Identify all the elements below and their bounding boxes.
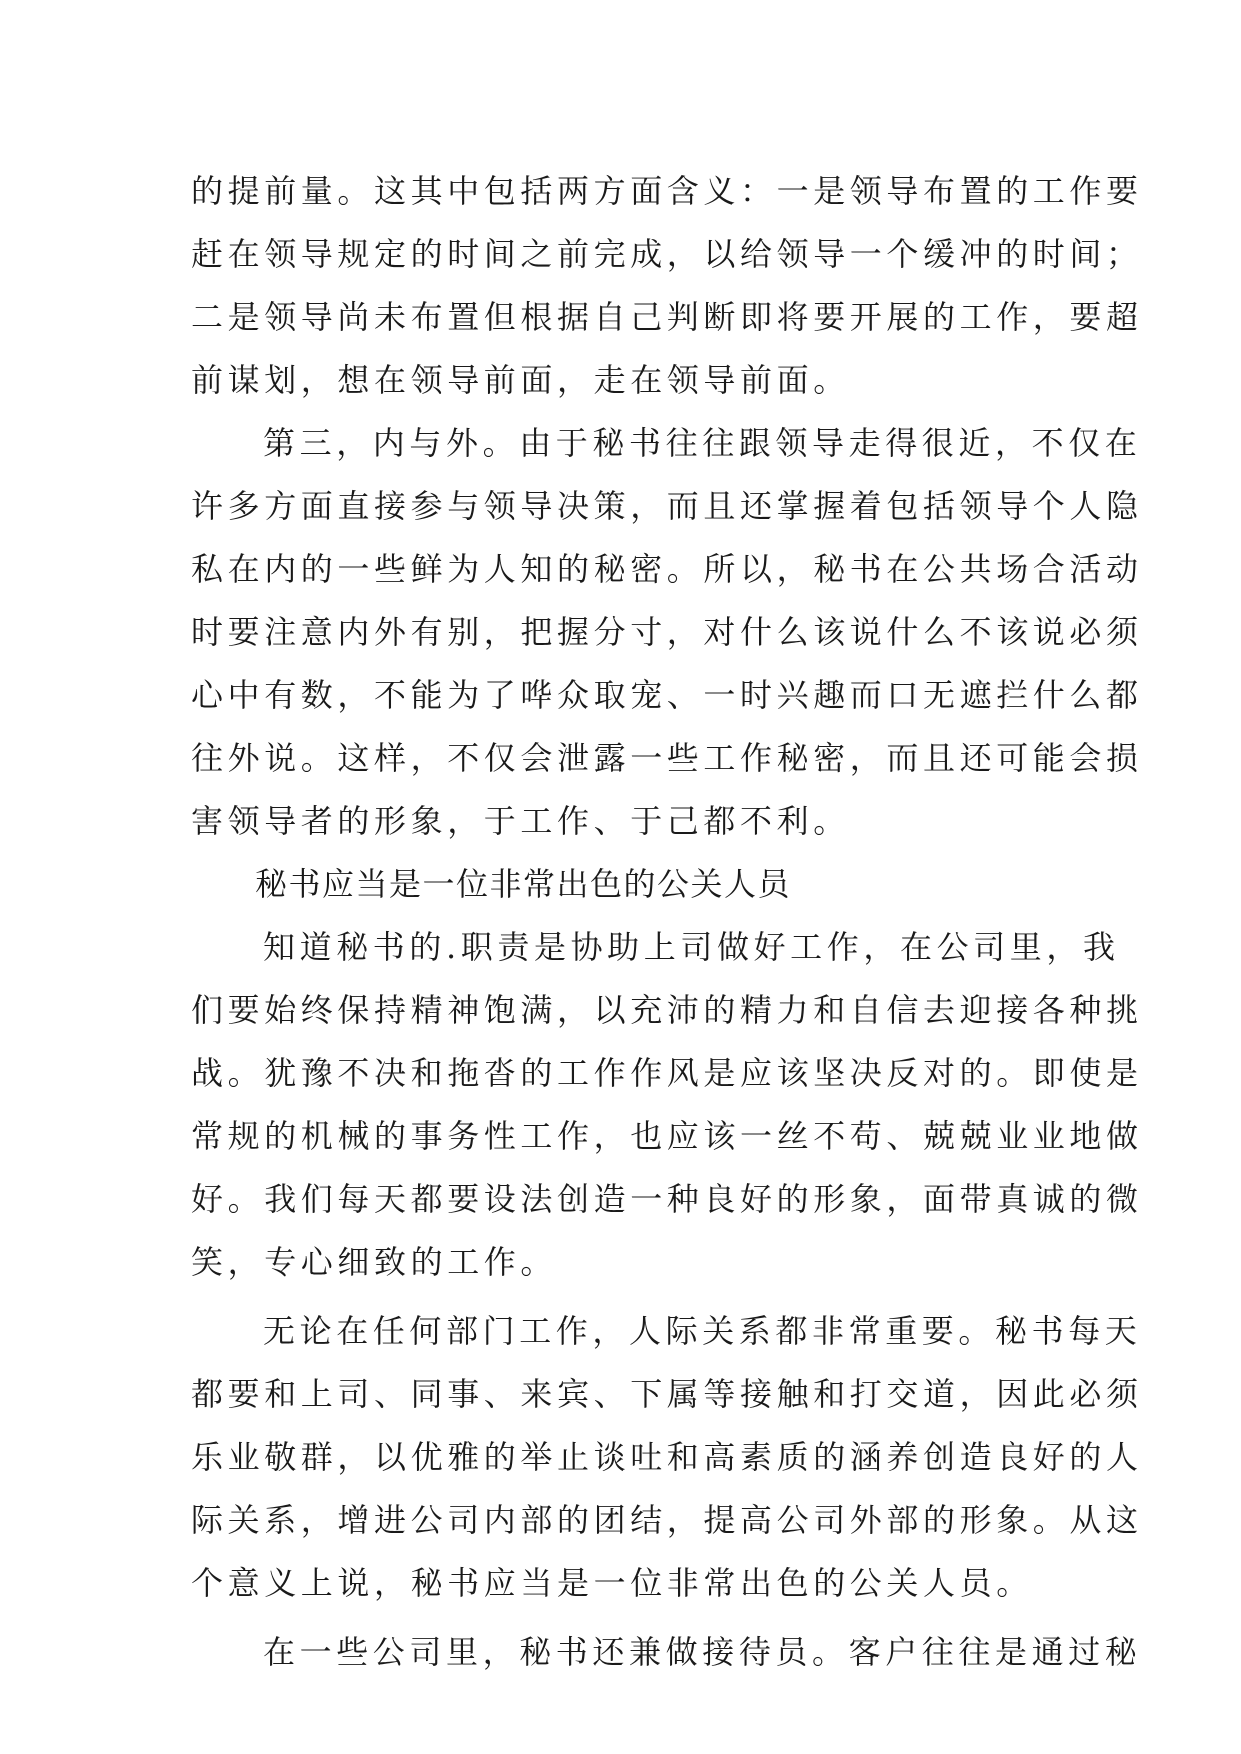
paragraph [191,160,1143,412]
text-line: 在一些公司里，秘书还兼做接待员。客户往往是通过秘 [263,1633,1142,1671]
text-line: 常规的机械的事务性工作，也应该一丝不苟、兢兢业业地做 [191,1117,1143,1155]
heading-text: 秘书应当是一位非常出色的公关人员 [255,865,792,903]
text-line: 乐业敬群，以优雅的举止谈吐和高素质的涵养创造良好的人 [191,1438,1143,1476]
text-line: 许多方面直接参与领导决策，而且还掌握着包括领导个人隐 [191,487,1143,525]
text-line: 心中有数，不能为了哗众取宠、一时兴趣而口无遮拦什么都 [191,676,1143,714]
paragraph [191,1621,1142,1684]
text-line: 往外说。这样，不仅会泄露一些工作秘密，而且还可能会损 [191,739,1143,777]
text-line: 战。犹豫不决和拖沓的工作作风是应该坚决反对的。即使是 [191,1054,1143,1092]
text-line: 的提前量。这其中包括两方面含义：一是领导布置的工作要 [191,172,1143,210]
paragraph [191,1300,1143,1615]
text-line: 际关系，增进公司内部的团结，提高公司外部的形象。从这 [191,1501,1143,1539]
text-line: 二是领导尚未布置但根据自己判断即将要开展的工作，要超 [191,298,1143,336]
text-line: 害领导者的形象，于工作、于己都不利。 [191,802,850,840]
text-line: 好。我们每天都要设法创造一种良好的形象，面带真诚的微 [191,1180,1143,1218]
text-line: 私在内的一些鲜为人知的秘密。所以，秘书在公共场合活动 [191,550,1143,588]
text-line: 笑，专心细致的工作。 [191,1243,558,1281]
text-line: 知道秘书的.职责是协助上司做好工作，在公司里，我 [263,928,1120,966]
text-line: 前谋划，想在领导前面，走在领导前面。 [191,361,850,399]
text-line: 赶在领导规定的时间之前完成，以给领导一个缓冲的时间； [191,235,1143,273]
text-line: 时要注意内外有别，把握分寸，对什么该说什么不该说必须 [191,613,1143,651]
text-line: 都要和上司、同事、来宾、下属等接触和打交道，因此必须 [191,1375,1143,1413]
text-line: 们要始终保持精神饱满，以充沛的精力和自信去迎接各种挑 [191,991,1143,1029]
section-heading [191,853,1051,916]
text-line: 第三，内与外。由于秘书往往跟领导走得很近，不仅在 [263,424,1142,462]
document-text [191,160,1143,1684]
paragraph [191,412,1143,853]
text-line: 个意义上说，秘书应当是一位非常出色的公关人员。 [191,1564,1033,1602]
text-line: 无论在任何部门工作，人际关系都非常重要。秘书每天 [263,1312,1142,1350]
paragraph [191,916,1143,1294]
